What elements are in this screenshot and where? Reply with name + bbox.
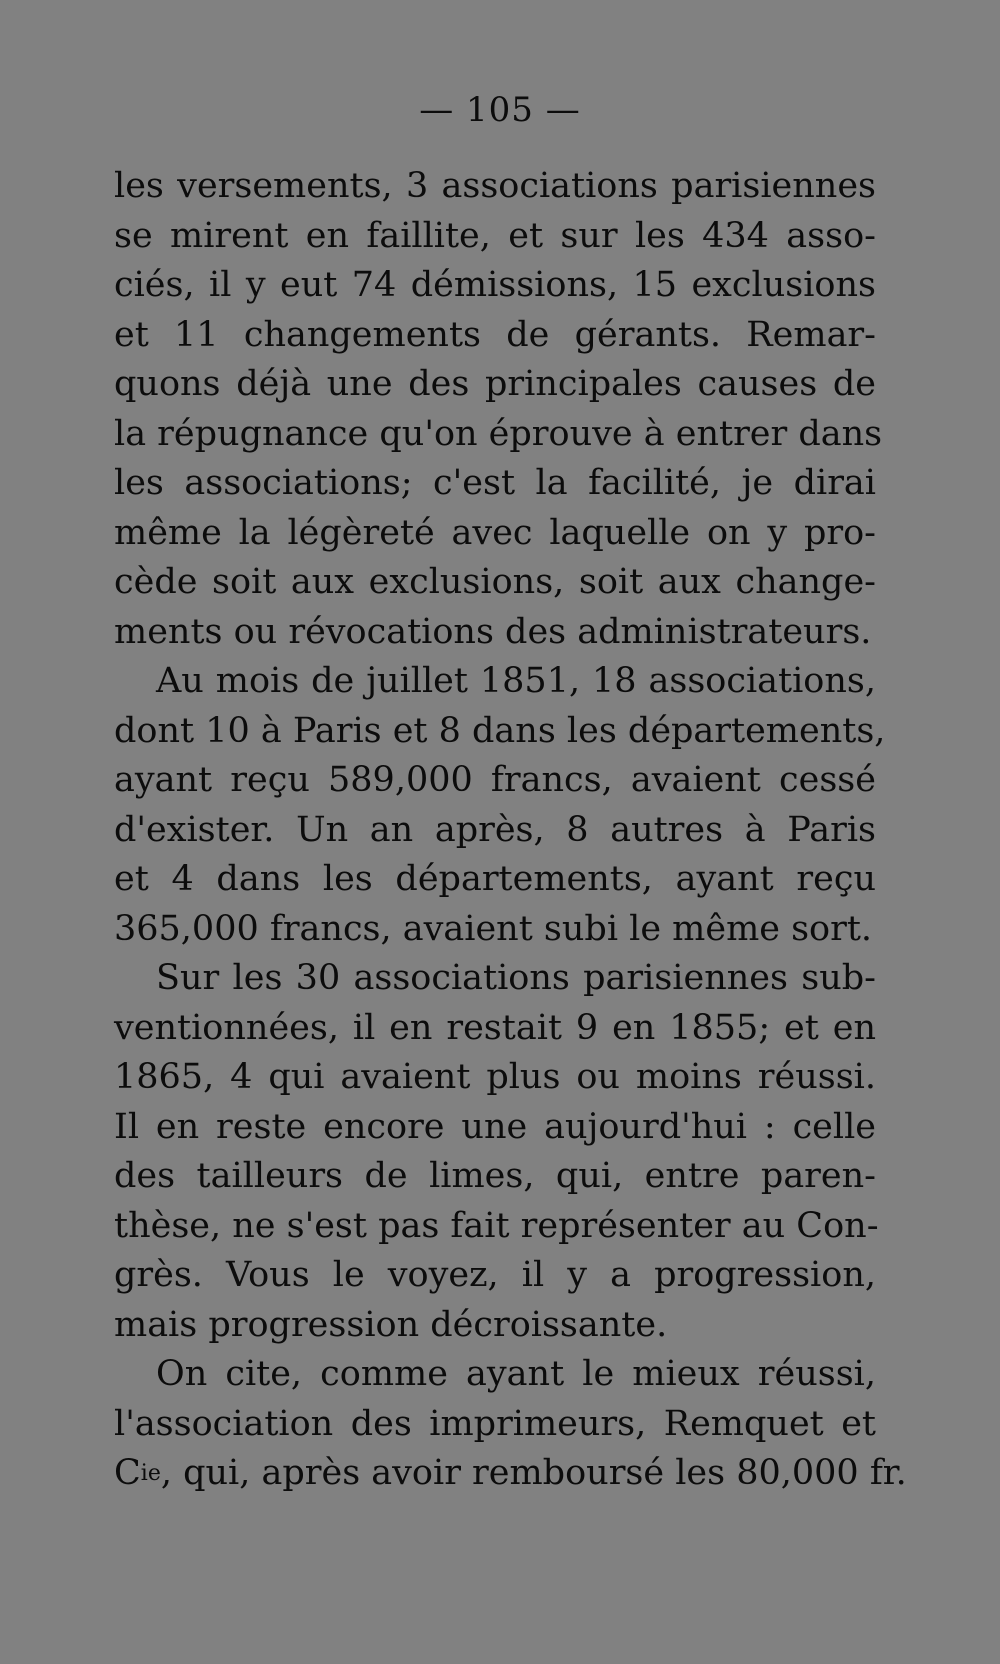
body-text bbox=[114, 162, 907, 1499]
text-line: 365,000 francs, avaient subi le même sort. bbox=[114, 908, 873, 949]
company-abbreviation-superscript: ie bbox=[140, 1461, 161, 1486]
text-line: ciés, il y eut 74 démissions, 15 exclusions bbox=[114, 265, 876, 305]
text-line: l'association des imprimeurs, Remquet et bbox=[114, 1403, 876, 1444]
text-line: quons déjà une des principales causes de bbox=[114, 364, 876, 404]
text-line: dont 10 à Paris et 8 dans les départements, bbox=[114, 710, 886, 751]
text-line: Sur les 30 associations parisiennes sub- bbox=[156, 958, 876, 998]
text-line: se mirent en faillite, et sur les 434 asso- bbox=[114, 215, 876, 256]
text-line: On cite, comme ayant le mieux réussi, bbox=[156, 1354, 876, 1394]
text-line: et 4 dans les départements, ayant reçu bbox=[114, 859, 876, 899]
final-line-rest: , qui, après avoir remboursé les 80,000 fr. bbox=[160, 1453, 907, 1493]
text-line: même la légèreté avec laquelle on y pro- bbox=[114, 512, 876, 553]
text-line: mais progression décroissante. bbox=[114, 1304, 668, 1345]
text-line: d'exister. Un an après, 8 autres à Paris bbox=[114, 809, 876, 850]
text-line: ventionnées, il en restait 9 en 1855; et en bbox=[114, 1007, 876, 1048]
text-line: les versements, 3 associations parisiennes bbox=[114, 166, 876, 206]
text-line: la répugnance qu'on éprouve à entrer dans bbox=[114, 413, 883, 454]
text-line: grès. Vous le voyez, il y a progression, bbox=[114, 1255, 876, 1295]
text-line: thèse, ne s'est pas fait représenter au Con- bbox=[114, 1205, 879, 1246]
text-line: cède soit aux exclusions, soit aux change- bbox=[114, 562, 876, 602]
company-abbreviation: C bbox=[114, 1453, 141, 1493]
text-line: des tailleurs de limes, qui, entre paren- bbox=[114, 1156, 876, 1196]
page-number: — 105 — bbox=[419, 90, 581, 130]
text-line: et 11 changements de gérants. Remar- bbox=[114, 314, 876, 355]
text-line-final bbox=[114, 1449, 907, 1499]
text-line: ayant reçu 589,000 francs, avaient cessé bbox=[114, 760, 876, 800]
text-line: les associations; c'est la facilité, je dirai bbox=[114, 463, 876, 503]
text-line: 1865, 4 qui avaient plus ou moins réussi. bbox=[114, 1057, 876, 1097]
text-line: ments ou révocations des administrateurs. bbox=[114, 611, 872, 652]
text-line: Il en reste encore une aujourd'hui : celle bbox=[114, 1106, 876, 1147]
text-line: Au mois de juillet 1851, 18 associations, bbox=[156, 661, 876, 701]
